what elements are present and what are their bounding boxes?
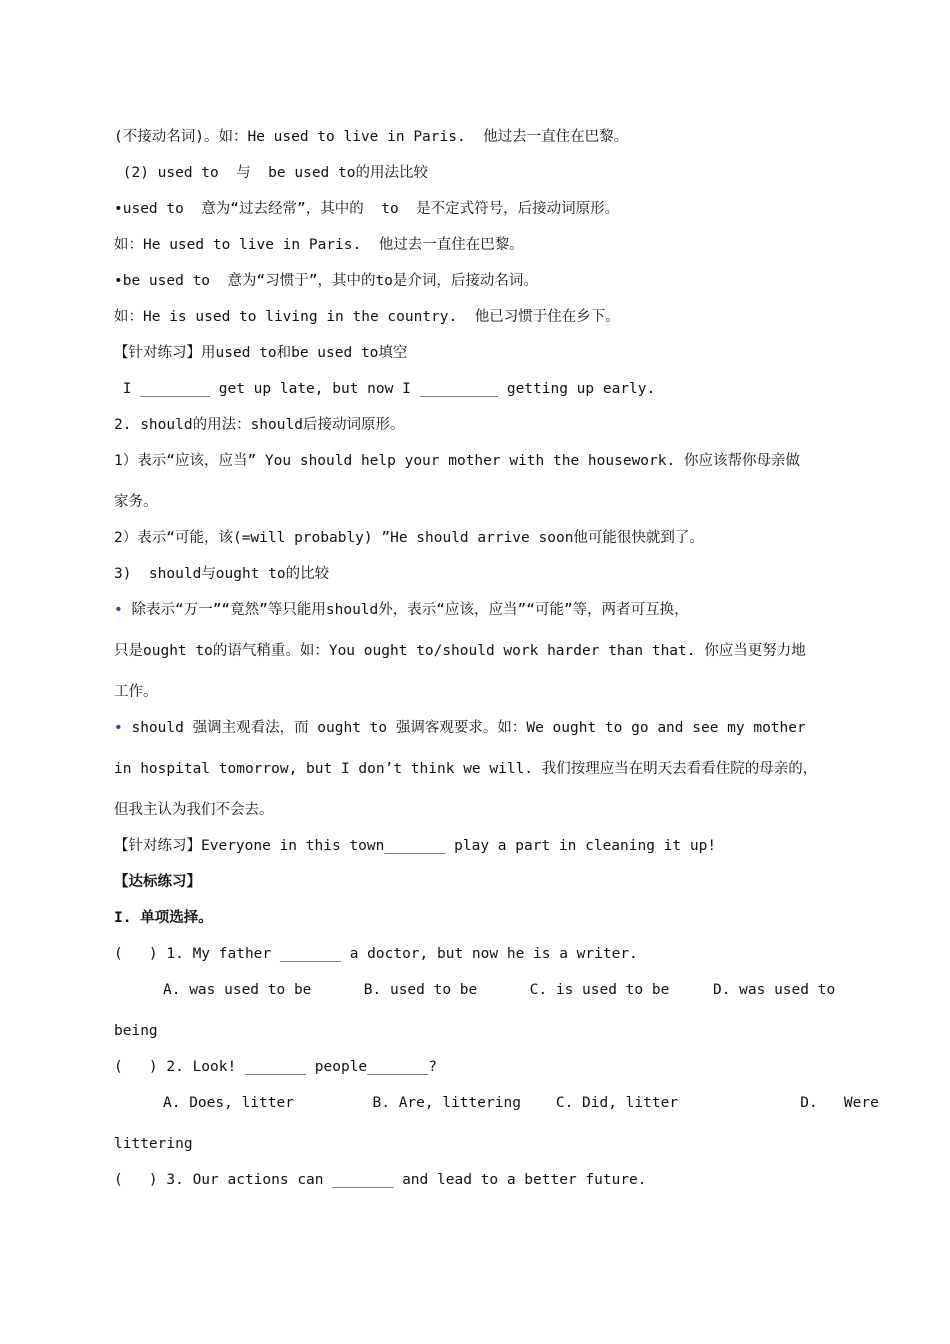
section-heading: I. 单项选择。 [114,910,213,926]
text-line: •used to 意为“过去经常”，其中的 to 是不定式符号，后接动词原形。 [114,201,620,217]
text-line: 3) should与ought to的比较 [114,566,330,582]
text-line: 家务。 [114,494,158,510]
exercise-sentence: I ________ get up late, but now I _________ getting up early. [114,381,656,397]
text-line: (2) used to 与 be used to的用法比较 [114,165,428,181]
section-heading: 【达标练习】 [114,874,201,890]
text-line: •be used to 意为“习惯于”，其中的to是介词，后接动名词。 [114,273,538,289]
text-line: 1）表示“应该，应当” You should help your mother with the housework. 你应该帮你母亲做 [114,453,800,469]
section-heading: 2. should的用法：should后接动词原形。 [114,417,405,433]
text-line [114,718,850,738]
question-2-options-cont: littering [114,1136,193,1152]
text-span: should 强调主观看法，而 ought to 强调客观要求。如：We ought to go and see my mother [122,720,806,736]
text-line: (不接动名词)。如：He used to live in Paris. 他过去一直住在巴黎。 [114,129,629,145]
bullet-icon: • [114,602,123,618]
bullet-icon: • [114,720,123,736]
exercise-heading: 【针对练习】用used to和be used to填空 [114,345,408,361]
text-span: 除表示“万一”“竟然”等只能用should外，表示“应该，应当”“可能”等，两者可互换， [122,602,689,618]
text-line: in hospital tomorrow, but I don’t think we will. 我们按理应当在明天去看看住院的母亲的， [114,761,818,777]
text-line: 2）表示“可能，该(=will probably) ”He should arrive soon他可能很快就到了。 [114,530,704,546]
question-1-options-cont: being [114,1023,158,1039]
text-line: 只是ought to的语气稍重。如：You ought to/should work harder than that. 你应当更努力地 [114,643,806,659]
text-line: 但我主认为我们不会去。 [114,802,274,818]
question-2: ( ) 2. Look! _______ people_______? [114,1059,438,1075]
question-1-options: A. was used to be B. used to be C. is used to be D. was used to [163,982,836,998]
text-line: 工作。 [114,684,158,700]
text-line [114,600,850,620]
text-line: 如：He used to live in Paris. 他过去一直住在巴黎。 [114,237,524,253]
exercise-sentence: 【针对练习】Everyone in this town_______ play a part in cleaning it up! [114,838,717,854]
text-line: 如：He is used to living in the country. 他已习惯于住在乡下。 [114,309,620,325]
question-2-options: A. Does, litter B. Are, littering C. Did, litter D. Were [163,1095,879,1111]
question-1: ( ) 1. My father _______ a doctor, but now he is a writer. [114,946,638,962]
question-3: ( ) 3. Our actions can _______ and lead to a better future. [114,1172,647,1188]
